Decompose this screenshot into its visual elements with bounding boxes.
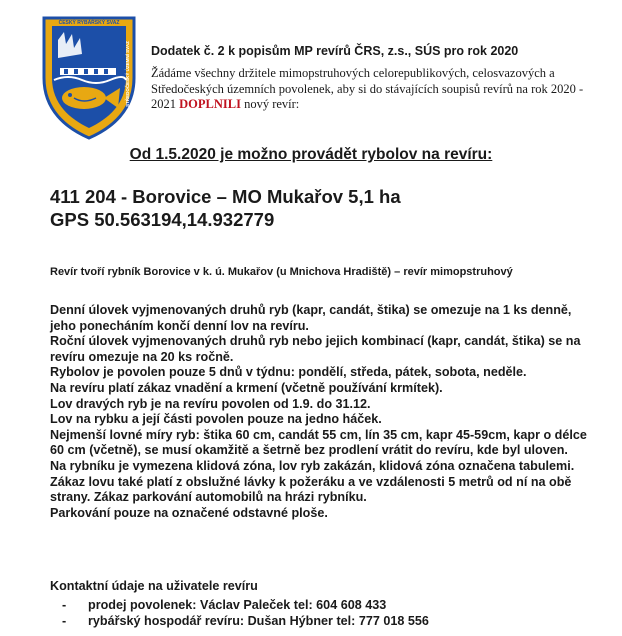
bullet-dash: -	[62, 614, 67, 628]
rule-item: Na rybníku je vymezena klidová zóna, lov ryb zakázán, klidová zóna označena tabulemi. Zákaz lovu také platí z obslužné lávky k požeráku a ve vzdálenosti 5 metrů od ní na obě strany. Zákaz parkování automobilů na hrázi rybníku.	[50, 458, 575, 505]
revir-name: 411 204 - Borovice – MO Mukařov 5,1 ha	[50, 186, 401, 207]
revir-description: Revír tvoří rybník Borovice v k. ú. Mukařov (u Mnichova Hradiště) – revír mimopstruhový	[50, 266, 513, 278]
start-note: Od 1.5.2020 je možno provádět rybolov na revíru:	[129, 146, 493, 163]
contact-item	[62, 613, 429, 629]
intro-highlight: DOPLNILI	[179, 97, 241, 111]
rule-item: Rybolov je povolen pouze 5 dnů v týdnu: pondělí, středa, pátek, sobota, neděle.	[50, 365, 527, 380]
rules-list	[50, 303, 590, 521]
intro-text-end: nový revír:	[240, 97, 300, 111]
logo-text-top: ČESKÝ RYBÁŘSKÝ SVAZ	[58, 20, 120, 26]
intro-paragraph	[151, 66, 591, 113]
document-title: Dodatek č. 2 k popisům MP revírů ČRS, z.s., SÚS pro rok 2020	[151, 44, 519, 58]
rule-item: Nejmenší lovné míry ryb: štika 60 cm, candát 55 cm, lín 35 cm, kapr 45-59cm, kapr o délce 60 cm (včetně), se musí okamžitě a šetrně bez prodlení vrátit do revíru, kde byl uloven.	[50, 427, 587, 458]
contacts-list	[62, 597, 429, 629]
intro-text: Žádáme všechny držitele mimopstruhových celorepublikových, celosvazových a Středočeských územních povolenek, aby si do stávajících soupisů revírů na rok 2020 - 2021	[151, 66, 584, 111]
rule-item: Parkování pouze na označené odstavné ploše.	[50, 505, 328, 520]
rule-item: Na revíru platí zákaz vnadění a krmení (včetně používání krmítek).	[50, 380, 443, 395]
bullet-dash: -	[62, 598, 67, 612]
rule-item: Lov na rybku a její části povolen pouze na jedno háček.	[50, 412, 382, 427]
contact-item	[62, 597, 429, 613]
contacts-title: Kontaktní údaje na uživatele revíru	[50, 579, 258, 593]
rule-item: Lov dravých ryb je na revíru povolen od 1.9. do 31.12.	[50, 396, 371, 411]
rule-item: Roční úlovek vyjmenovaných druhů ryb nebo jejich kombinací (kapr, candát, štika) se na revíru omezuje na 20 ks ročně.	[50, 334, 581, 364]
contact-text: prodej povolenek: Václav Paleček tel: 604 608 433	[88, 598, 387, 612]
logo-text-side: STŘEDOČESKÝ ÚZEMNÍ SVAZ	[125, 41, 130, 107]
fisheries-union-shield-logo	[38, 14, 140, 140]
contact-text: rybářský hospodář revíru: Dušan Hýbner tel: 777 018 556	[88, 614, 429, 628]
gps-coordinates: GPS 50.563194,14.932779	[50, 209, 275, 230]
rule-item: Denní úlovek vyjmenovaných druhů ryb (kapr, candát, štika) se omezuje na 1 ks denně, jeho ponecháním končí denní lov na revíru.	[50, 303, 572, 333]
